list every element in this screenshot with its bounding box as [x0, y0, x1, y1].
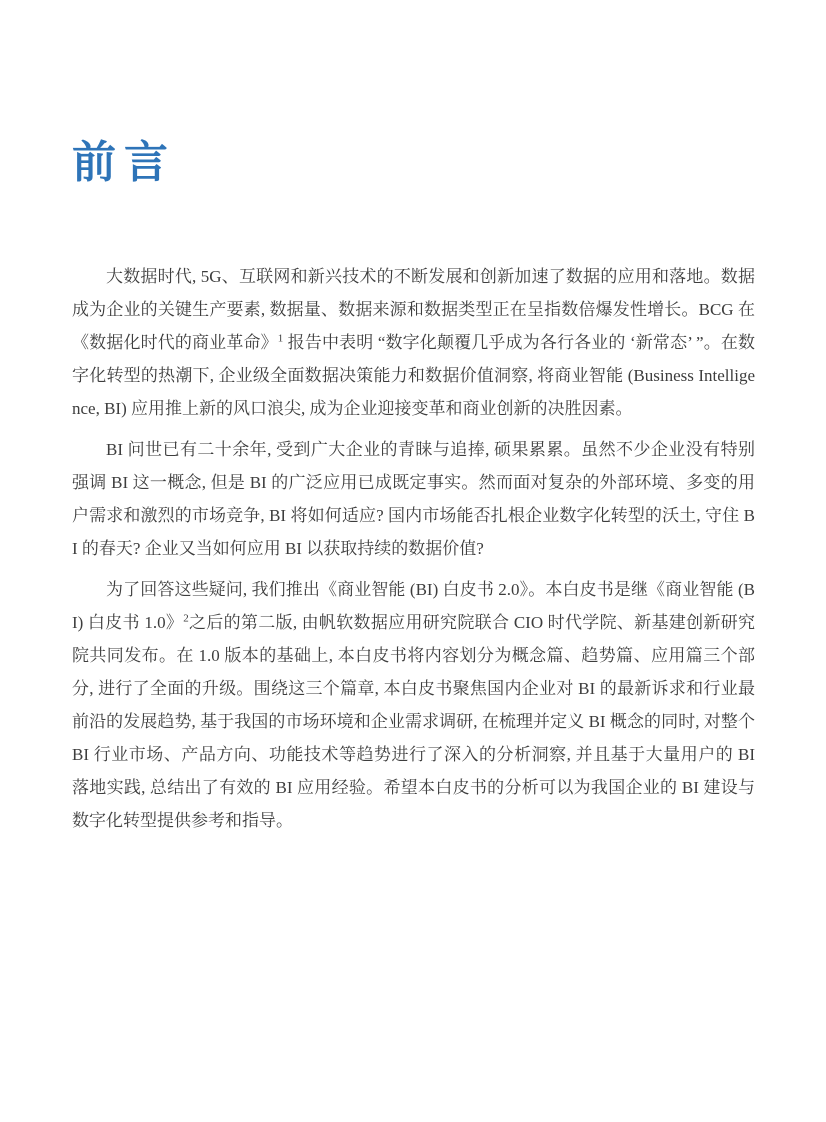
page-title: 前言 [72, 138, 176, 187]
paragraph-3-text-before-ref: 为了回答这些疑问, 我们推出《商业智能 (BI) 白皮书 2.0》。本白皮书是继《商业智能 (BI) 白皮书 1.0》 [72, 580, 755, 632]
paragraph-3-text-after-ref: 之后的第二版, 由帆软数据应用研究院联合 CIO 时代学院、新基建创新研究院共同发布。在 1.0 版本的基础上, 本白皮书将内容划分为概念篇、趋势篇、应用篇三个部分, 进行了全面的升级。围绕这三个篇章, 本白皮书聚焦国内企业对 BI 的最新诉求和行业最前沿的发展趋势, 基于我国的市场环境和企业需求调研, 在梳理并定义 BI 概念的同时, 对整个 BI 行业市场、产品方向、功能技术等趋势进行了深入的分析洞察, 并且基于大量用户的 BI 落地实践, 总结出了有效的 BI 应用经验。希望本白皮书的分析可以为我国企业的 BI 建设与数字化转型提供参考和指导。 [72, 613, 755, 830]
footnote-ref-2: 2 [183, 612, 189, 625]
paragraph-3 [72, 573, 755, 837]
paragraph-1-text-after-ref: 报告中表明 “数字化颠覆几乎成为各行各业的 ‘新常态’ ”。在数字化转型的热潮下, 企业级全面数据决策能力和数据价值洞察, 将商业智能 (Business Intelligence, BI) 应用推上新的风口浪尖, 成为企业迎接变革和商业创新的决胜因素。 [72, 333, 756, 418]
footnote-ref-1: 1 [277, 332, 284, 345]
paragraph-1 [72, 260, 755, 425]
paragraph-1-text-before-ref: 大数据时代, 5G、互联网和新兴技术的不断发展和创新加速了数据的应用和落地。数据成为企业的关键生产要素, 数据量、数据来源和数据类型正在呈指数倍爆发性增长。BCG 在《数据化时代的商业革命》 [72, 267, 755, 352]
paragraph-2: BI 问世已有二十余年, 受到广大企业的青睐与追捧, 硕果累累。虽然不少企业没有特别强调 BI 这一概念, 但是 BI 的广泛应用已成既定事实。然而面对复杂的外部环境、多变的用户需求和激烈的市场竞争, BI 将如何适应? 国内市场能否扎根企业数字化转型的沃土, 守住 BI 的春天? 企业又当如何应用 BI 以获取持续的数据价值? [72, 440, 755, 558]
